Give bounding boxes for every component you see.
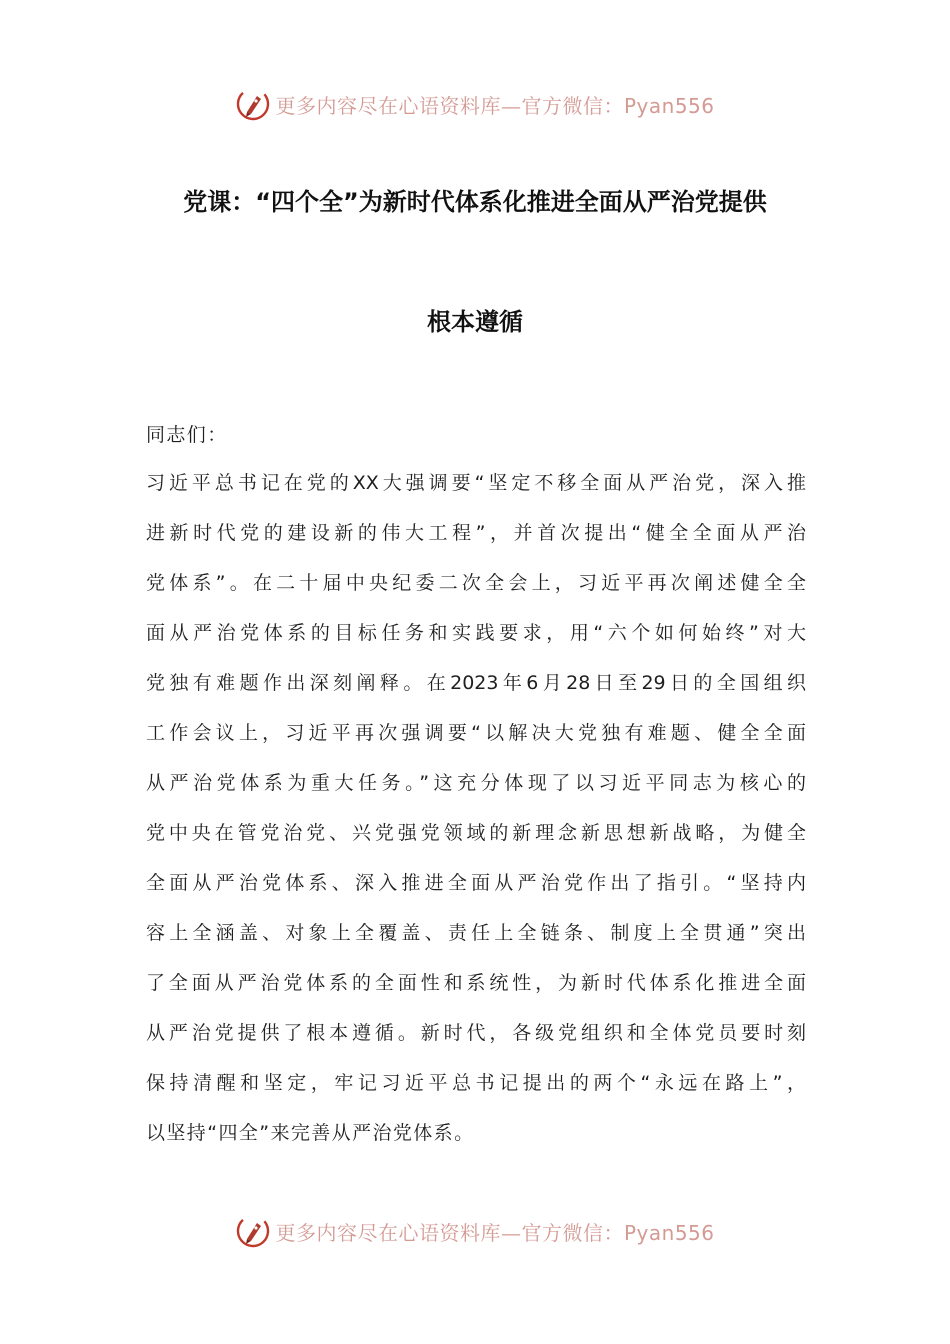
greeting: 同志们： bbox=[146, 424, 228, 446]
paragraph-line: 面从严治党体系的目标任务和实践要求，用“六个如何始终”对大 bbox=[146, 622, 806, 644]
watermark-wechat-id: Pyan556 bbox=[623, 1220, 715, 1245]
watermark-text bbox=[275, 1217, 714, 1246]
paragraph-line: 了全面从严治党体系的全面性和系统性，为新时代体系化推进全面 bbox=[146, 972, 806, 994]
watermark-text-cn: 更多内容尽在心语资料库—官方微信： bbox=[275, 93, 624, 118]
header-watermark bbox=[0, 84, 950, 124]
paragraph-line: 从严治党提供了根本遵循。新时代，各级党组织和全体党员要时刻 bbox=[146, 1022, 806, 1044]
paragraph-line: 容上全涵盖、对象上全覆盖、责任上全链条、制度上全贯通”突出 bbox=[146, 922, 806, 944]
paragraph-line: 党中央在管党治党、兴党强党领域的新理念新思想新战略，为健全 bbox=[146, 822, 806, 844]
paragraph-line: 党体系”。在二十届中央纪委二次全会上，习近平再次阐述健全全 bbox=[146, 572, 806, 594]
footer-watermark bbox=[0, 1211, 950, 1251]
paragraph-line: 以坚持“四全”来完善从严治党体系。 bbox=[146, 1122, 475, 1144]
pen-nib-logo-icon bbox=[235, 86, 271, 122]
watermark-text-cn: 更多内容尽在心语资料库—官方微信： bbox=[275, 1220, 624, 1245]
paragraph-line: 工作会议上，习近平再次强调要“以解决大党独有难题、健全全面 bbox=[146, 722, 806, 744]
paragraph-line: 党独有难题作出深刻阐释。在2023年6月28日至29日的全国组织 bbox=[146, 672, 806, 694]
paragraph-line: 习近平总书记在党的XX大强调要“坚定不移全面从严治党，深入推 bbox=[146, 472, 806, 494]
pen-nib-logo-icon bbox=[235, 1213, 271, 1249]
paragraph-line: 进新时代党的建设新的伟大工程”，并首次提出“健全全面从严治 bbox=[146, 522, 806, 544]
document-title-line-2: 根本遵循 bbox=[427, 308, 523, 336]
watermark-text bbox=[275, 90, 714, 119]
document-title-line-1: 党课：“四个全”为新时代体系化推进全面从严治党提供 bbox=[183, 188, 767, 216]
watermark-wechat-id: Pyan556 bbox=[623, 93, 715, 118]
paragraph-line: 从严治党体系为重大任务。”这充分体现了以习近平同志为核心的 bbox=[146, 772, 806, 794]
paragraph-line: 全面从严治党体系、深入推进全面从严治党作出了指引。“坚持内 bbox=[146, 872, 806, 894]
paragraph-line: 保持清醒和坚定，牢记习近平总书记提出的两个“永远在路上”， bbox=[146, 1072, 806, 1094]
